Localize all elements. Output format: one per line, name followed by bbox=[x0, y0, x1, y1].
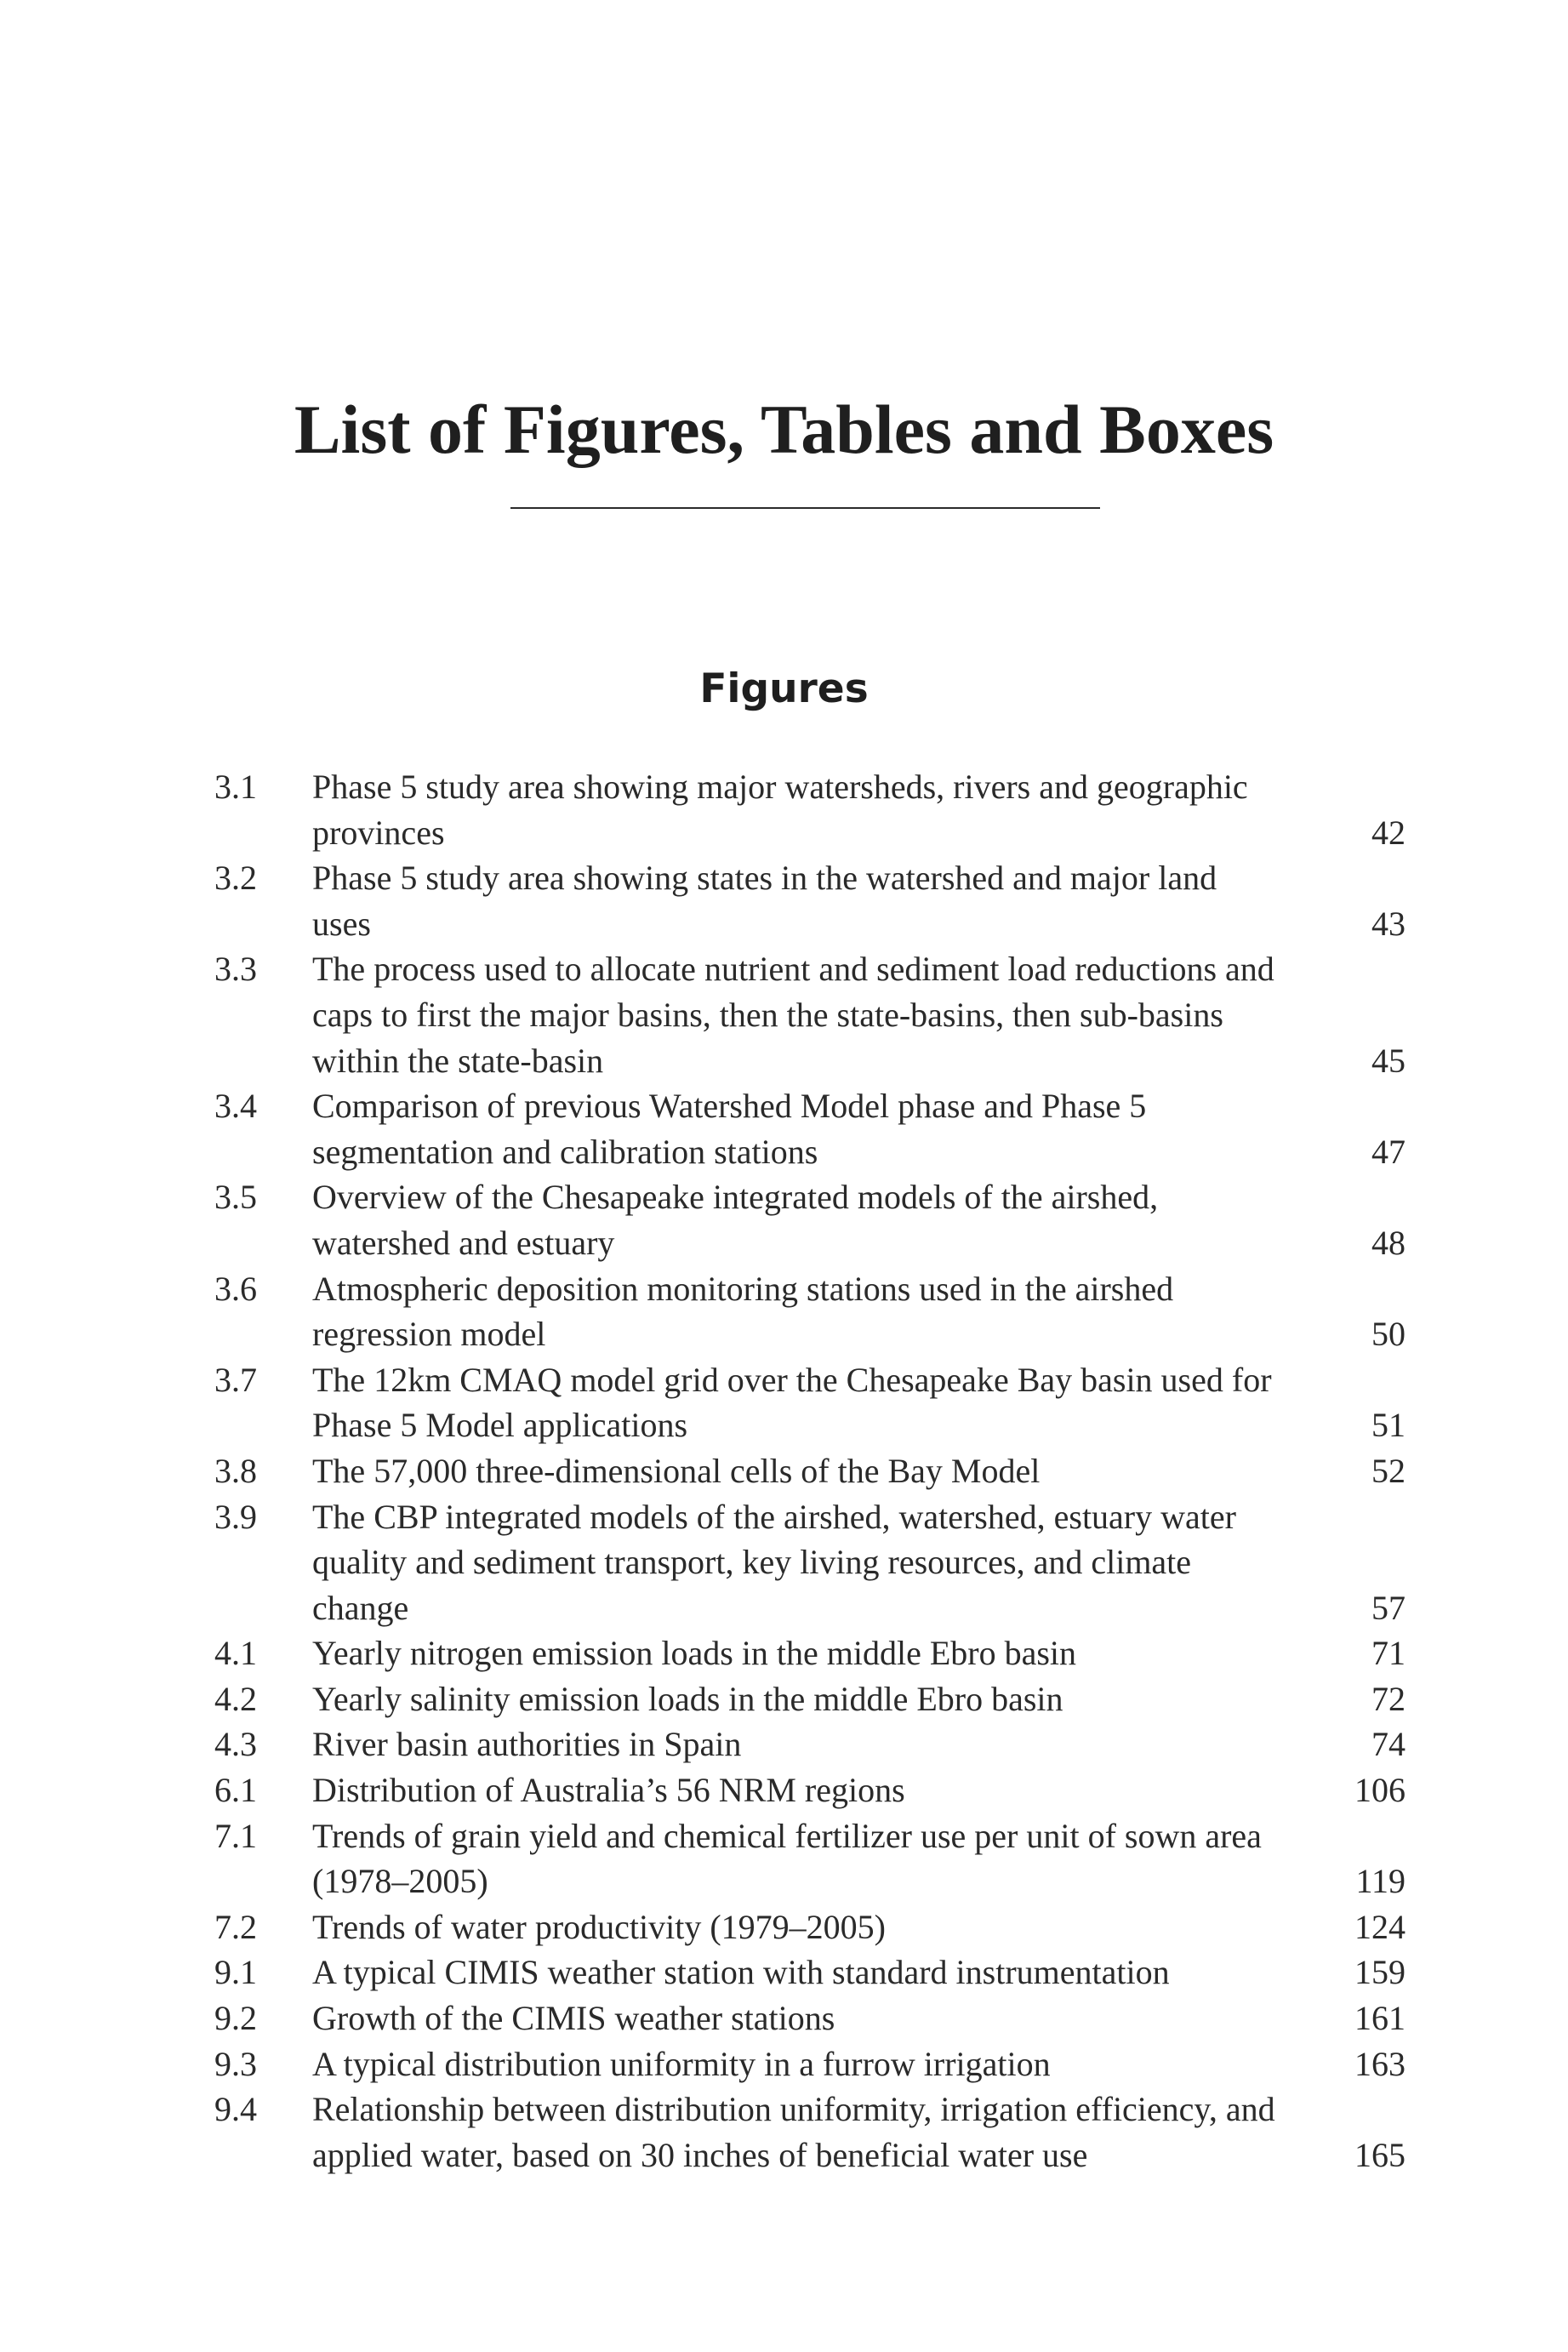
figure-page-number: 163 bbox=[1354, 2044, 1405, 2083]
figure-caption: A typical distribution uniformity in a furrow irrigation bbox=[312, 2044, 1051, 2083]
figure-page-number: 57 bbox=[1371, 1588, 1405, 1627]
figure-number: 3.8 bbox=[214, 1451, 257, 1490]
figure-caption: Phase 5 study area showing major watersheds, rivers and geographic provinces bbox=[312, 768, 1248, 852]
figure-number: 7.1 bbox=[214, 1816, 257, 1855]
figure-entry bbox=[214, 1083, 1405, 1174]
figure-entry bbox=[214, 764, 1405, 855]
figure-page-number: 47 bbox=[1371, 1132, 1405, 1171]
figure-entry bbox=[214, 1174, 1405, 1265]
figure-entry bbox=[214, 1357, 1405, 1448]
figure-caption: Yearly nitrogen emission loads in the middle Ebro basin bbox=[312, 1634, 1077, 1673]
figure-page-number: 50 bbox=[1371, 1315, 1405, 1354]
figure-page-number: 42 bbox=[1371, 813, 1405, 852]
figure-caption: Growth of the CIMIS weather stations bbox=[312, 1999, 835, 2038]
figure-caption: Overview of the Chesapeake integrated models of the airshed, watershed and estuary bbox=[312, 1178, 1159, 1262]
figure-caption: The 57,000 three-dimensional cells of the Bay Model bbox=[312, 1451, 1041, 1490]
figure-caption: The 12km CMAQ model grid over the Chesapeake Bay basin used for Phase 5 Model applications bbox=[312, 1360, 1272, 1445]
section-heading-figures: Figures bbox=[699, 665, 869, 712]
figure-caption: Distribution of Australia’s 56 NRM regions bbox=[312, 1771, 905, 1810]
page-title: List of Figures, Tables and Boxes bbox=[294, 391, 1274, 468]
title-divider bbox=[510, 507, 1100, 509]
figure-entry bbox=[214, 1950, 1405, 1995]
figure-entry bbox=[214, 1721, 1405, 1767]
figure-number: 6.1 bbox=[214, 1771, 257, 1810]
figure-caption: The CBP integrated models of the airshed, watershed, estuary water quality and sediment transport, key living resources, and climate change bbox=[312, 1497, 1236, 1627]
figure-entry bbox=[214, 1676, 1405, 1722]
figure-caption: Phase 5 study area showing states in the watershed and major land uses bbox=[312, 859, 1217, 943]
figure-entry bbox=[214, 1266, 1405, 1357]
figure-entry bbox=[214, 1767, 1405, 1813]
figure-number: 4.3 bbox=[214, 1725, 257, 1764]
figure-page-number: 74 bbox=[1371, 1725, 1405, 1764]
figure-page-number: 161 bbox=[1354, 1999, 1405, 2038]
figure-caption: Trends of water productivity (1979–2005) bbox=[312, 1907, 886, 1946]
figure-page-number: 51 bbox=[1371, 1406, 1405, 1445]
figure-number: 4.2 bbox=[214, 1679, 257, 1718]
figure-page-number: 124 bbox=[1354, 1907, 1405, 1946]
figure-number: 3.6 bbox=[214, 1269, 257, 1308]
figure-entry bbox=[214, 2041, 1405, 2087]
figure-number: 3.5 bbox=[214, 1178, 257, 1217]
figure-number: 9.1 bbox=[214, 1953, 257, 1992]
figure-page-number: 52 bbox=[1371, 1451, 1405, 1490]
figure-page-number: 165 bbox=[1354, 2135, 1405, 2174]
figure-caption: Comparison of previous Watershed Model phase and Phase 5 segmentation and calibration stations bbox=[312, 1087, 1147, 1171]
figure-number: 3.4 bbox=[214, 1087, 257, 1126]
figure-page-number: 106 bbox=[1354, 1771, 1405, 1810]
figure-page-number: 72 bbox=[1371, 1679, 1405, 1718]
figure-number: 9.2 bbox=[214, 1999, 257, 2038]
figure-entry bbox=[214, 946, 1405, 1083]
figure-number: 3.2 bbox=[214, 859, 257, 898]
figure-page-number: 119 bbox=[1355, 1862, 1405, 1901]
figure-caption: The process used to allocate nutrient and sediment load reductions and caps to first the major basins, then the state-basins, then sub-basins within the state-basin bbox=[312, 950, 1274, 1080]
figure-number: 3.7 bbox=[214, 1360, 257, 1399]
figure-entry bbox=[214, 1813, 1405, 1904]
figure-number: 9.4 bbox=[214, 2090, 257, 2129]
figure-caption: Relationship between distribution uniformity, irrigation efficiency, and applied water, based on 30 inches of beneficial water use bbox=[312, 2090, 1275, 2174]
figure-page-number: 43 bbox=[1371, 904, 1405, 943]
figure-entry bbox=[214, 1630, 1405, 1676]
figure-caption: A typical CIMIS weather station with standard instrumentation bbox=[312, 1953, 1170, 1992]
figure-page-number: 45 bbox=[1371, 1041, 1405, 1080]
figure-number: 3.9 bbox=[214, 1497, 257, 1536]
figure-entry bbox=[214, 1494, 1405, 1631]
figure-page-number: 71 bbox=[1371, 1634, 1405, 1673]
figure-caption: Atmospheric deposition monitoring stations used in the airshed regression model bbox=[312, 1269, 1174, 1354]
figure-number: 3.1 bbox=[214, 768, 257, 806]
figure-number: 3.3 bbox=[214, 950, 257, 989]
figure-page-number: 159 bbox=[1354, 1953, 1405, 1992]
figure-entry bbox=[214, 1448, 1405, 1494]
figure-caption: Yearly salinity emission loads in the middle Ebro basin bbox=[312, 1679, 1063, 1718]
figure-number: 7.2 bbox=[214, 1907, 257, 1946]
figure-entry bbox=[214, 855, 1405, 946]
figure-caption: Trends of grain yield and chemical fertilizer use per unit of sown area (1978–2005) bbox=[312, 1816, 1262, 1901]
figure-number: 4.1 bbox=[214, 1634, 257, 1673]
figure-list bbox=[214, 764, 1405, 2178]
figure-entry bbox=[214, 1904, 1405, 1950]
figure-entry bbox=[214, 1995, 1405, 2041]
figure-entry bbox=[214, 2087, 1405, 2178]
figure-page-number: 48 bbox=[1371, 1223, 1405, 1262]
figure-caption: River basin authorities in Spain bbox=[312, 1725, 742, 1764]
figure-number: 9.3 bbox=[214, 2044, 257, 2083]
